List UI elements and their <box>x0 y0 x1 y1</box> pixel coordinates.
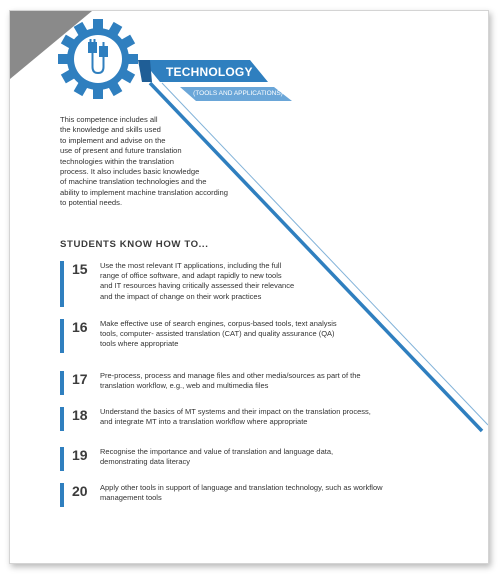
outcome-line: Pre-process, process and manage files and other media/sources as part of the <box>100 371 361 380</box>
outcome-number: 19 <box>72 447 88 463</box>
outcome-line: translation workflow, e.g., web and multimedia files <box>100 381 269 391</box>
outcome-text <box>100 483 383 503</box>
outcome-line: management tools <box>100 493 162 503</box>
gear-icon <box>58 19 138 99</box>
outcome-line: and integrate MT into a translation workflow where appropriate <box>100 417 308 427</box>
outcome-number: 18 <box>72 407 88 423</box>
outcome-text <box>100 319 337 350</box>
document-page <box>9 10 489 564</box>
outcome-bar <box>60 447 64 471</box>
outcome-line: Apply other tools in support of language and translation technology, such as workflow <box>100 483 383 492</box>
outcome-line: Make effective use of search engines, corpus-based tools, text analysis <box>100 319 337 328</box>
outcome-line: Understand the basics of MT systems and their impact on the translation process, <box>100 407 371 416</box>
outcome-bar <box>60 371 64 395</box>
outcome-item <box>60 447 333 471</box>
outcome-item <box>60 483 383 507</box>
intro-line: process. It also includes basic knowledge <box>60 167 200 177</box>
outcome-bar <box>60 483 64 507</box>
outcome-number: 17 <box>72 371 88 387</box>
outcome-line: tools, computer- assisted translation (CAT) and quality assurance (QA) <box>100 329 335 339</box>
outcome-text <box>100 371 361 391</box>
technology-badge <box>10 11 150 111</box>
outcome-text <box>100 447 333 467</box>
intro-line: This competence includes all <box>60 115 158 124</box>
intro-line: to implement and advise on the <box>60 135 166 145</box>
outcome-text <box>100 261 294 302</box>
intro-line: technologies within the translation <box>60 156 174 166</box>
students-heading: STUDENTS KNOW HOW TO... <box>60 239 209 250</box>
outcome-item <box>60 261 294 307</box>
outcome-number: 16 <box>72 319 88 335</box>
intro-line: the knowledge and skills used <box>60 125 161 135</box>
outcome-line: demonstrating data literacy <box>100 457 191 467</box>
intro-paragraph <box>60 115 280 209</box>
intro-line: ability to implement machine translation according <box>60 187 228 197</box>
intro-line: of machine translation technologies and the <box>60 177 207 187</box>
outcome-line: and the impact of change on their work practices <box>100 291 262 301</box>
outcome-line: range of office software, and adapt rapidly to new tools <box>100 271 282 281</box>
outcome-number: 15 <box>72 261 88 277</box>
outcome-bar <box>60 261 64 307</box>
section-title: TECHNOLOGY <box>166 65 253 79</box>
outcome-item <box>60 319 337 353</box>
outcome-number: 20 <box>72 483 88 499</box>
outcome-item <box>60 371 361 395</box>
outcome-line: tools where appropriate <box>100 339 179 349</box>
outcome-line: Use the most relevant IT applications, including the full <box>100 261 282 270</box>
intro-line: to potential needs. <box>60 198 123 208</box>
outcome-line: Recognise the importance and value of translation and language data, <box>100 447 334 456</box>
outcome-line: and IT resources having critically assessed their relevance <box>100 281 295 291</box>
outcome-bar <box>60 319 64 353</box>
outcome-text <box>100 407 371 427</box>
outcome-bar <box>60 407 64 431</box>
outcome-item <box>60 407 371 431</box>
section-subtitle: (TOOLS AND APPLICATIONS) <box>193 90 283 97</box>
intro-line: use of present and future translation <box>60 146 182 156</box>
